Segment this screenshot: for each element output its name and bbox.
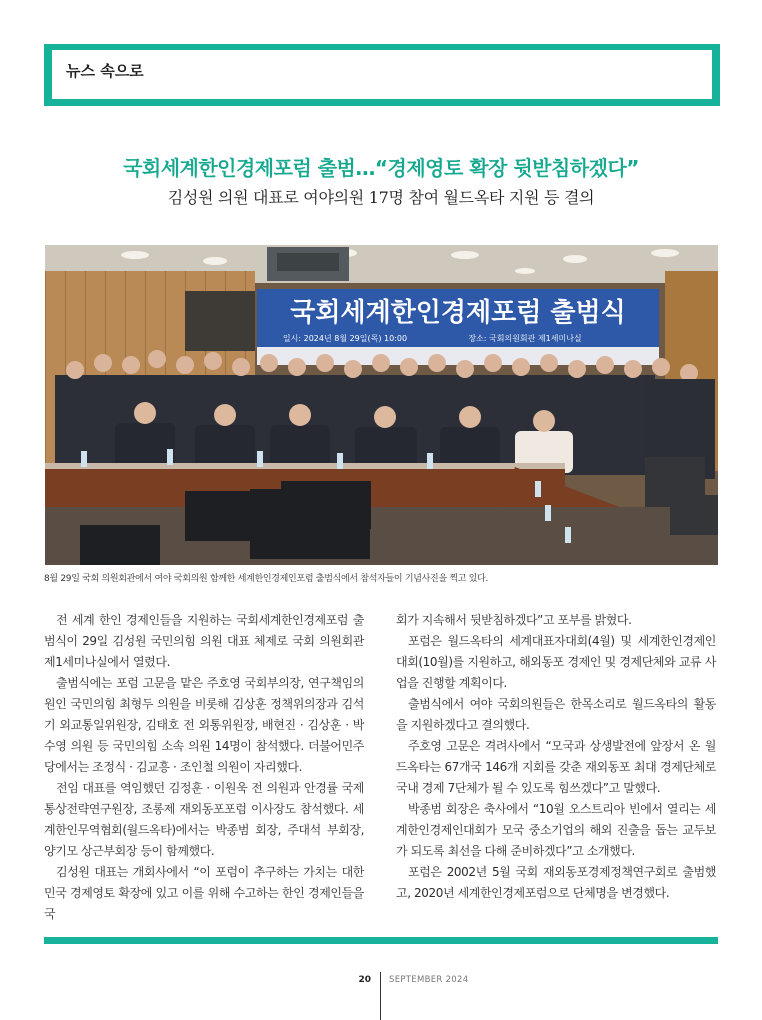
issue-date: SEPTEMBER 2024 — [389, 975, 469, 985]
bottom-divider — [44, 937, 718, 944]
photo-banner-date: 일시: 2024년 8월 29일(목) 10:00 — [282, 334, 408, 343]
article-paragraph: 주호영 고문은 격려사에서 “모국과 상생발전에 앞장서 온 월드옥타는 67개국 146개 지회를 갖춘 재외동포 최대 경제단체로 국내 경제 7단체가 될 수 있도록 힘쓰겠다”고 말했다. — [396, 739, 716, 795]
article-paragraph: 박종범 회장은 축사에서 “10월 오스트리아 빈에서 열리는 세계한인경제인대회가 모국 중소기업의 해외 진출을 돕는 교두보가 되도록 최선을 다해 준비하겠다”고 소개했다. — [396, 802, 716, 858]
article-headline: 국회세계한인경제포럼 출범…“경제영토 확장 뒷받침하겠다” — [123, 156, 639, 180]
photo-banner-place: 장소: 국회의원회관 제1세미나실 — [468, 334, 582, 343]
article-subheadline: 김성원 의원 대표로 여야의원 17명 참여 월드옥타 지원 등 결의 — [167, 188, 595, 207]
section-header-box — [44, 44, 720, 106]
photo-caption: 8월 29일 국회 의원회관에서 여야 국회의원 함께한 세계한인경제인포럼 출범식에서 참석자들이 기념사진을 찍고 있다. — [44, 574, 489, 584]
article-left-column — [44, 610, 364, 925]
article-right-column — [396, 610, 716, 904]
article-paragraph: 김성원 대표는 개회사에서 “이 포럼이 추구하는 가치는 대한민국 경제영토 확장에 있고 이를 위해 수고하는 한인 경제인들을 국 — [44, 865, 364, 921]
article-paragraph: 포럼은 2002년 5월 국회 재외동포경제정책연구회로 출범했고, 2020년 세계한인경제포럼으로 단체명을 변경했다. — [396, 865, 716, 900]
article-paragraph: 포럼은 월드옥타의 세계대표자대회(4월) 및 세계한인경제인대회(10월)를 지원하고, 해외동포 경제인 및 경제단체와 교류 사업을 진행할 계획이다. — [396, 634, 716, 690]
page-footer — [0, 972, 762, 1012]
photo-banner-title: 국회세계한인경제포럼 출범식 — [290, 298, 626, 328]
article-paragraph: 출범식에는 포럼 고문을 맡은 주호영 국회부의장, 연구책임의원인 국민의힘 최형두 의원을 비롯해 김상훈 정책위의장과 김석기 외교통일위원장, 김태호 전 외통위원장, 배현진 · 김상훈 · 박수영 의원 등 국민의힘 소속 의원 14명이 참석했다. 더불어민주당에서는 조정식 · 김교흥 · 조인철 의원이 자리했다. — [44, 676, 364, 774]
section-label: 뉴스 속으로 — [52, 50, 712, 99]
article-paragraph: 전임 대표를 역임했던 김정훈 · 이원욱 전 의원과 안경률 국제통상전략연구원장, 조롱제 재외동포포럼 이사장도 참석했다. 세계한인무역협회(월드옥타)에서는 박종범 회장, 주대석 부회장, 양기모 상근부회장 등이 함께했다. — [44, 781, 364, 858]
article-photo — [45, 245, 718, 565]
page-number: 20 — [358, 975, 371, 985]
article-paragraph: 출범식에서 여야 국회의원들은 한목소리로 월드옥타의 활동을 지원하겠다고 결의했다. — [396, 697, 716, 732]
footer-separator — [380, 972, 381, 1020]
article-paragraph-continued: 회가 지속해서 뒷받침하겠다”고 포부를 밝혔다. — [396, 613, 632, 627]
article-paragraph: 전 세계 한인 경제인들을 지원하는 국회세계한인경제포럼 출범식이 29일 김성원 국민의힘 의원 대표 체제로 국회 의원회관 제1세미나실에서 열렸다. — [44, 613, 364, 669]
